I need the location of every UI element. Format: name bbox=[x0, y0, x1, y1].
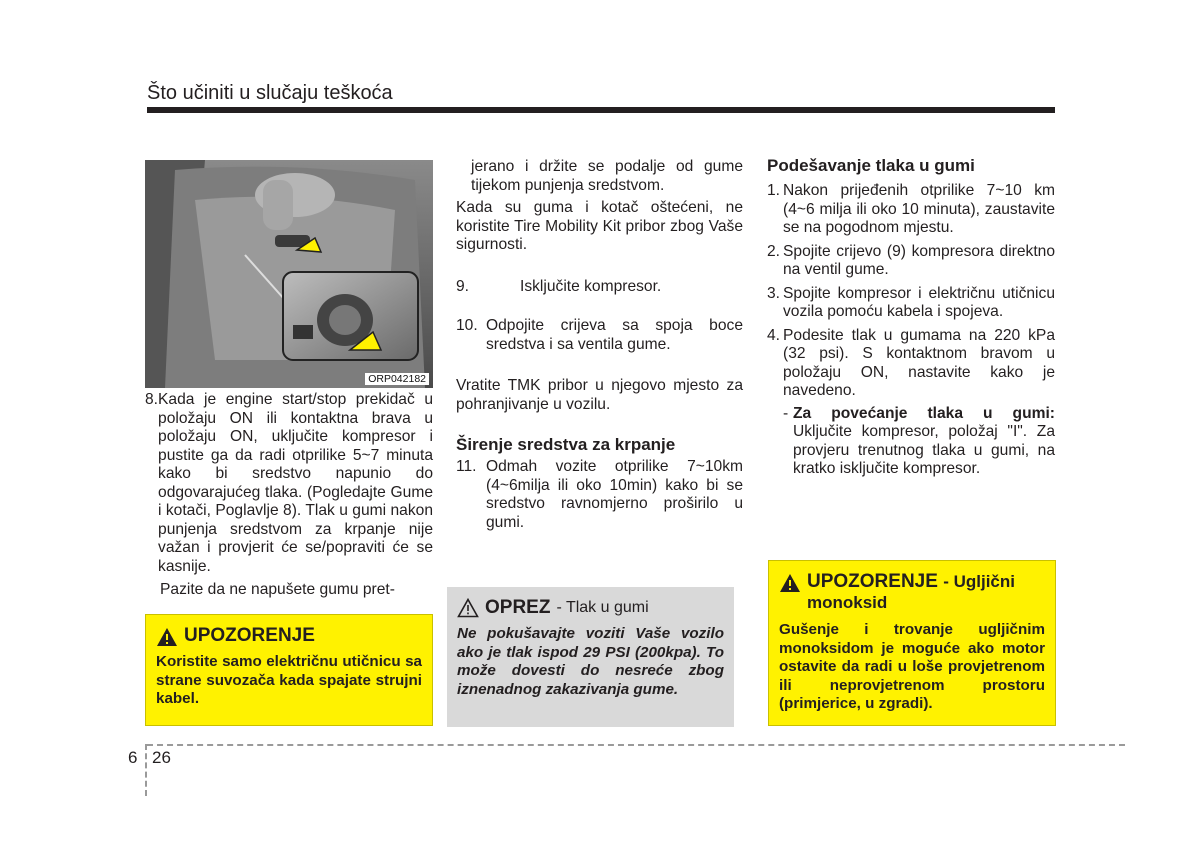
chapter-title: Što učiniti u slučaju teškoća bbox=[147, 82, 393, 104]
step-10-text: Odpojite crijeva sa spoja boce sredstva i sa ventila gume. bbox=[486, 317, 743, 353]
sub-step-increase bbox=[783, 405, 1055, 479]
step-8 bbox=[145, 391, 433, 600]
store-kit-paragraph: Vratite TMK pribor u njegovo mjesto za pohranjivanje u vozilu. bbox=[456, 377, 743, 413]
warning-box-power bbox=[145, 614, 433, 726]
warning-header bbox=[156, 625, 432, 647]
step-10 bbox=[456, 317, 743, 354]
illustration-photo bbox=[145, 160, 433, 388]
caution-triangle-icon bbox=[457, 598, 479, 618]
warning-triangle-icon bbox=[779, 573, 801, 593]
step-1-text: Nakon prijeđenih otprilike 7~10 km (4~6 milja ili oko 10 minuta), zaustavite se na pogodnom mjestu. bbox=[783, 182, 1055, 236]
step-3-number: 3. bbox=[767, 284, 781, 302]
page-chapter-number: 6 bbox=[128, 748, 138, 767]
header-rule bbox=[147, 107, 1055, 113]
step-4-text: Podesite tlak u gumama na 220 kPa (32 psi). S kontaktnom bravom u položaju ON, nastavite kako je navedeno. bbox=[783, 326, 1055, 399]
sub-step-text: Uključite kompresor, položaj "I". Za provjeru trenutnog tlaka u gumi, na kratko isključite kompresor. bbox=[793, 423, 1055, 477]
step-8-continued: Pazite da ne napušete gumu pret- bbox=[160, 581, 395, 598]
caution-header bbox=[457, 597, 734, 619]
caution-box-tire-pressure bbox=[447, 587, 734, 727]
step-9-text: Isključite kompresor. bbox=[520, 277, 662, 295]
step-1 bbox=[767, 182, 1055, 238]
step-10-number: 10. bbox=[456, 317, 478, 334]
damage-paragraph: Kada su guma i kotač oštećeni, ne koristite Tire Mobility Kit pribor zbog Vaše sigurnosti. bbox=[456, 199, 743, 253]
step-4-number: 4. bbox=[767, 326, 781, 344]
figure-code: ORP042182 bbox=[365, 373, 429, 385]
section-heading-spreading: Širenje sredstva za krpanje bbox=[456, 435, 676, 454]
section-heading-pressure: Podešavanje tlaka u gumi bbox=[767, 156, 975, 175]
step-11-text: Odmah vozite otprilike 7~10km (4~6milja ili oko 10min) kako bi se sredstvo ravnomjerno proširilo u gumi. bbox=[486, 458, 743, 531]
step-9-number: 9. bbox=[456, 277, 470, 295]
sub-step-dash: - bbox=[783, 404, 789, 422]
caution-text: Ne pokušavajte voziti Vaše vozilo ako je tlak ispod 29 PSI (200kpa). To može dovesti do nesreće zbog iznenadnog zakazivanja gume. bbox=[457, 625, 724, 698]
co-warning-subtitle: - Ugljični monoksid bbox=[807, 572, 1015, 612]
warning-title: UPOZORENJE bbox=[184, 625, 315, 646]
step-2-number: 2. bbox=[767, 242, 781, 260]
footer-side-rule bbox=[145, 744, 147, 796]
step-2 bbox=[767, 243, 1055, 280]
co-warning-header bbox=[779, 571, 1047, 613]
continued-text: jerano i držite se podalje od gume tijekom punjenja sredstvom. bbox=[471, 158, 743, 194]
step-8-text: Kada je engine start/stop prekidač u položaju ON ili kontaktna brava u položaju ON, uključite kompresor i pustite ga da radi otprilike 5~7 minuta kako bi sredstvo napunio do odgovarajućeg tlaka. (Pogledajte Gume i kotači, Poglavlje 8). Tlak u gumi nakon punjenja sredstvom za krpanje nije važan i provjerit će se/popraviti će se kasnije. bbox=[158, 391, 433, 575]
page-number: 26 bbox=[152, 748, 171, 767]
warning-text: Koristite samo električnu utičnicu sa strane suvozača kada spajate strujni kabel. bbox=[156, 653, 422, 707]
co-warning-text: Gušenje i trovanje ugljičnim monoksidom je moguće ako motor ostavite da radi u loše provjetrenom ili neprovjetrenom prostoru (primjerice, u zgradi). bbox=[779, 621, 1045, 712]
warning-triangle-icon bbox=[156, 627, 178, 647]
step-4 bbox=[767, 327, 1055, 401]
column-2-text bbox=[456, 158, 743, 532]
step-8-number: 8. bbox=[145, 391, 159, 408]
step-9 bbox=[456, 278, 743, 297]
console-illustration bbox=[145, 160, 433, 388]
step-1-number: 1. bbox=[767, 182, 781, 199]
footer-rule bbox=[147, 744, 1125, 746]
caution-title: OPREZ bbox=[485, 597, 551, 618]
caution-subtitle: - Tlak u gumi bbox=[556, 599, 649, 616]
step-3 bbox=[767, 285, 1055, 322]
warning-box-carbon-monoxide bbox=[768, 560, 1056, 726]
sub-step-title: Za povećanje tlaka u gumi: bbox=[793, 404, 1055, 422]
column-3-text bbox=[767, 156, 1055, 479]
step-3-text: Spojite kompresor i električnu utičnicu vozila pomoću kabela i spojeva. bbox=[783, 284, 1055, 320]
step-11 bbox=[456, 458, 743, 532]
step-2-text: Spojite crijevo (9) kompresora direktno na ventil gume. bbox=[783, 242, 1055, 278]
co-warning-title: UPOZORENJE bbox=[807, 571, 938, 592]
step-11-number: 11. bbox=[456, 458, 477, 475]
